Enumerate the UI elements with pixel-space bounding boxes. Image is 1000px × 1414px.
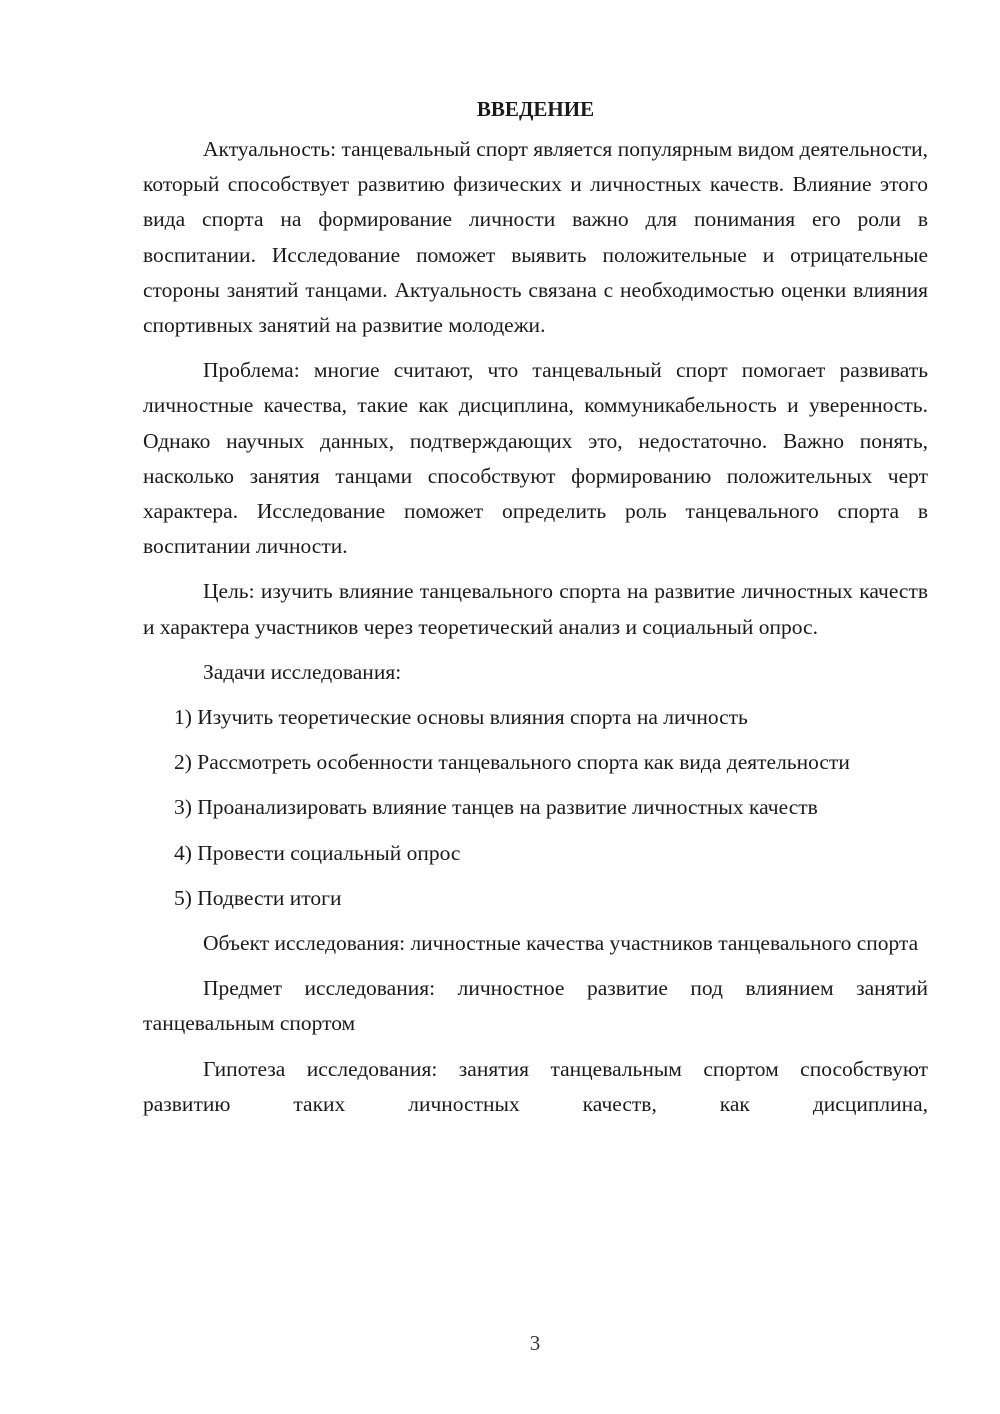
paragraph-goal: Цель: изучить влияние танцевального спорта на развитие личностных качеств и характера участников через теоретический анализ и социальный опрос. (143, 579, 928, 639)
task-item-1: 1) Изучить теоретические основы влияния спорта на личность (174, 705, 748, 730)
paragraph-problem: Проблема: многие считают, что танцевальный спорт помогает развивать личностные качества, такие как дисциплина, коммуникабельность и уверенность. Однако научных данных, подтверждающих это, недостаточно. Важно понять, насколько занятия танцами способствуют формированию положительных черт характера. Исследование поможет определить роль танцевального спорта в воспитании личности. (143, 358, 928, 559)
task-item-3: 3) Проанализировать влияние танцев на развитие личностных качеств (174, 795, 818, 820)
paragraph-object: Объект исследования: личностные качества участников танцевального спорта (203, 931, 919, 956)
task-item-4: 4) Провести социальный опрос (174, 840, 461, 865)
page-number: 3 (529, 1331, 541, 1355)
paragraph-subject: Предмет исследования: личностное развитие под влиянием занятий танцевальным спортом (143, 976, 928, 1036)
task-item-5: 5) Подвести итоги (174, 885, 342, 910)
task-item-2: 2) Рассмотреть особенности танцевального спорта как вида деятельности (174, 750, 850, 775)
paragraph-tasks-heading: Задачи исследования: (203, 659, 402, 684)
page-content (143, 92, 928, 1132)
paragraph-hypothesis: Гипотеза исследования: занятия танцевальным спортом способствуют развитию таких личностных качеств, как дисциплина, (143, 1056, 928, 1116)
paragraph-relevance: Актуальность: танцевальный спорт является популярным видом деятельности, который способствует развитию физических и личностных качеств. Влияние этого вида спорта на формирование личности важно для понимания его роли в воспитании. Исследование поможет выявить положительные и отрицательные стороны занятий танцами. Актуальность связана с необходимостью оценки влияния спортивных занятий на развитие молодежи. (143, 137, 928, 338)
page-title: ВВЕДЕНИЕ (476, 97, 595, 121)
